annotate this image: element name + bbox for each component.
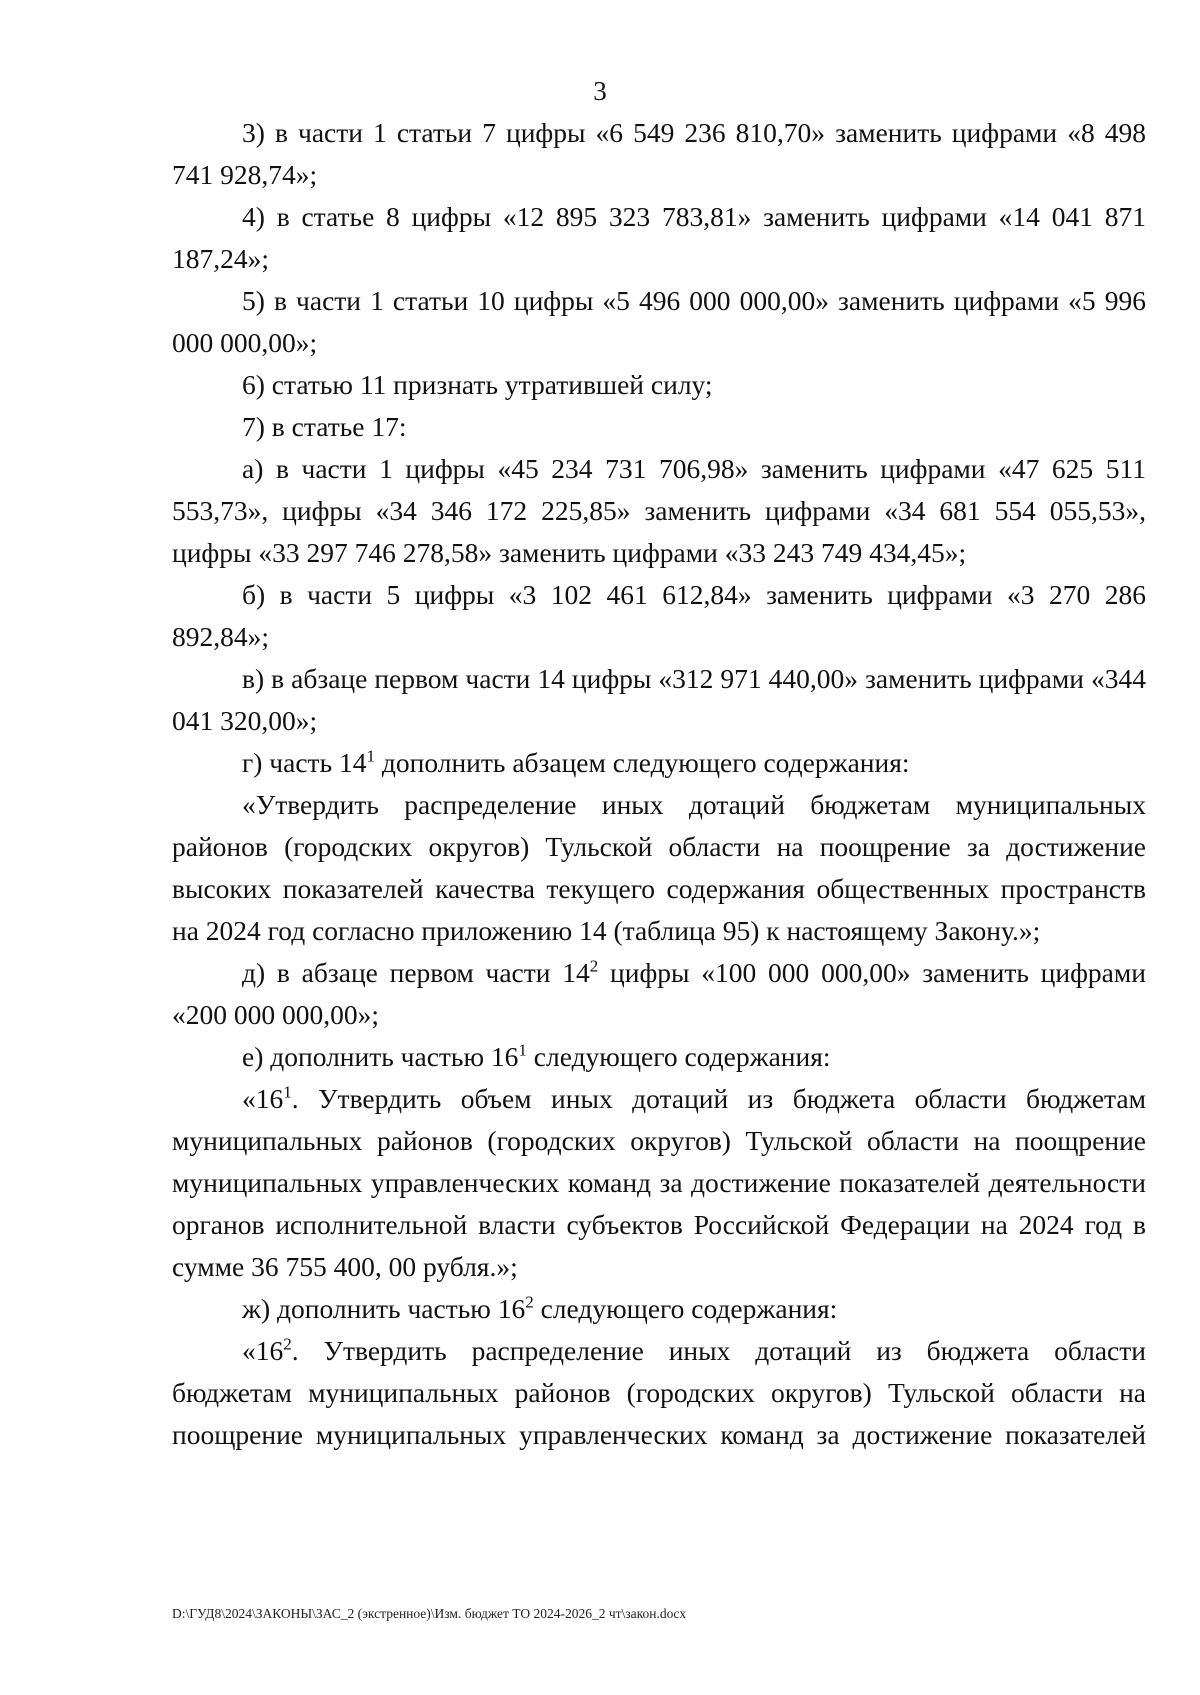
superscript: 1	[283, 1082, 292, 1102]
paragraph-quote-16-1	[172, 1078, 1146, 1288]
paragraph-item-7: 7) в статье 17:	[242, 411, 407, 442]
paragraph-subitem-v: в) в абзаце первом части 14 цифры «312 971 440,00» заменить цифрами «344 041 320,00»;	[172, 663, 1146, 736]
paragraph-text: . Утвердить распределение иных дотаций из бюджета области бюджетам муниципальных районов (городских округов) Тульской области на поощрение муниципальных управленческих команд за достижение показателей	[172, 1335, 1146, 1450]
paragraph-text: г) часть 14	[242, 747, 367, 778]
paragraph-text: «16	[242, 1083, 284, 1114]
paragraph-text: . Утвердить объем иных дотаций из бюджета области бюджетам муниципальных районов (городских округов) Тульской области на поощрение муниципальных управленческих команд за достижение показателей деятельности органов исполнительной власти субъектов Российской Федерации на 2024 год в сумме 36 755 400, 00 рубля.»;	[172, 1083, 1146, 1282]
paragraph-text: цифры «100 000 000,00» заменить цифрами «200 000 000,00»;	[172, 957, 1146, 1030]
paragraph-item-6: 6) статью 11 признать утратившей силу;	[242, 369, 713, 400]
paragraph-text: ж) дополнить частью 16	[242, 1293, 526, 1324]
paragraph-quote-distribution: «Утвердить распределение иных дотаций бюджетам муниципальных районов (городских округов) Тульской области на поощрение за достижение высоких показателей качества текущего содержания общественных пространств на 2024 год согласно приложению 14 (таблица 95) к настоящему Закону.»;	[172, 789, 1146, 946]
paragraph-subitem-g	[172, 742, 1146, 784]
paragraph-subitem-zh	[172, 1288, 1146, 1330]
superscript: 1	[366, 746, 376, 766]
paragraph-text: следующего содержания:	[526, 1041, 831, 1072]
paragraph-subitem-a: а) в части 1 цифры «45 234 731 706,98» заменить цифрами «47 625 511 553,73», цифры «34 346 172 225,85» заменить цифрами «34 681 554 055,53», цифры «33 297 746 278,58» заменить цифрами «33 243 749 434,45»;	[172, 453, 1146, 568]
paragraph-text: следующего содержания:	[533, 1293, 838, 1324]
paragraph-text: «16	[242, 1335, 284, 1366]
paragraph-quote-16-2	[172, 1330, 1146, 1456]
paragraph-subitem-d	[172, 952, 1146, 1036]
paragraph-item-3: 3) в части 1 статьи 7 цифры «6 549 236 810,70» заменить цифрами «8 498 741 928,74»;	[172, 117, 1146, 190]
paragraph-text: д) в абзаце первом части 14	[242, 957, 590, 988]
paragraph-subitem-b: б) в части 5 цифры «3 102 461 612,84» заменить цифрами «3 270 286 892,84»;	[172, 579, 1146, 652]
superscript: 2	[283, 1334, 292, 1354]
paragraph-item-5: 5) в части 1 статьи 10 цифры «5 496 000 000,00» заменить цифрами «5 996 000 000,00»;	[172, 285, 1146, 358]
superscript: 1	[518, 1040, 527, 1060]
paragraph-item-4: 4) в статье 8 цифры «12 895 323 783,81» заменить цифрами «14 041 871 187,24»;	[172, 201, 1146, 274]
paragraph-text: дополнить абзацем следующего содержания:	[375, 747, 910, 778]
page-number: 3	[593, 76, 607, 106]
paragraph-text: е) дополнить частью 16	[242, 1041, 519, 1072]
superscript: 2	[589, 956, 599, 976]
superscript: 2	[525, 1292, 534, 1312]
paragraph-subitem-e	[172, 1036, 1146, 1078]
document-body	[172, 112, 1146, 1456]
footer-file-path: D:\ГУД8\2024\ЗАКОНЫ\ЗАС_2 (экстренное)\Изм. бюджет ТО 2024-2026_2 чт\закон.docx	[172, 1606, 687, 1621]
